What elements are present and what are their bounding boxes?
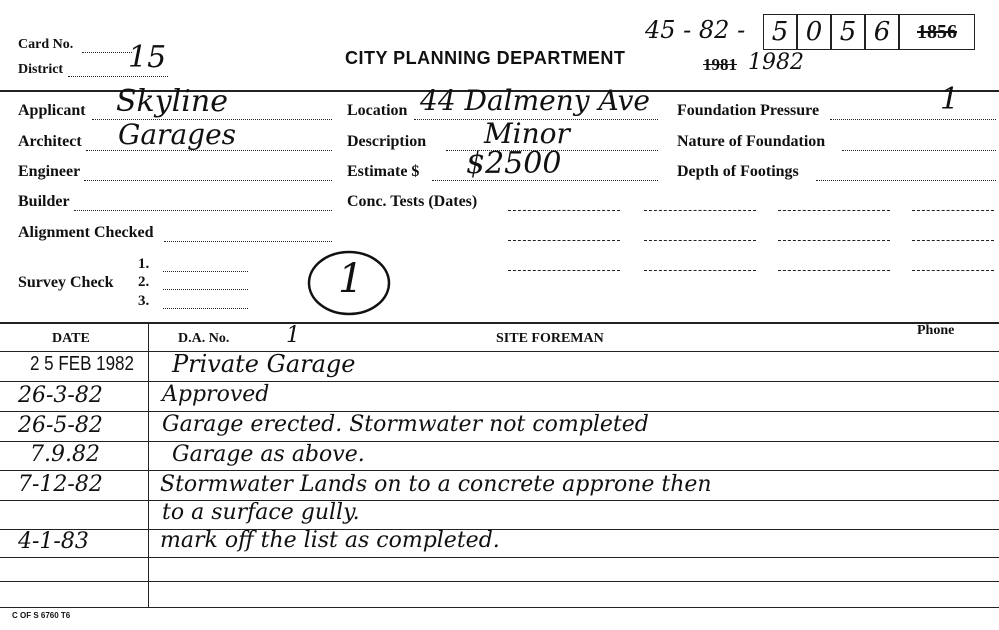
log-row-6-note: to a surface gully. <box>162 500 360 525</box>
log-row-rule-4 <box>0 470 999 471</box>
log-row-2-date: 26-3-82 <box>18 383 103 408</box>
year-value: 1982 <box>748 50 804 75</box>
log-row-rule-7 <box>0 557 999 558</box>
log-row-1-date: 2 5 FEB 1982 <box>30 353 134 375</box>
builder-label: Builder <box>18 193 70 210</box>
survey-line-3 <box>163 308 248 309</box>
alignment-line <box>164 241 332 242</box>
ref-digit-1: 5 <box>763 14 797 50</box>
builder-line <box>74 210 332 211</box>
survey-line-2 <box>163 289 248 290</box>
da-value: 1 <box>286 323 300 348</box>
nature-label: Nature of Foundation <box>677 133 826 150</box>
log-bottom-rule <box>0 607 999 608</box>
log-row-1-note: Private Garage <box>172 350 356 378</box>
log-header-rule <box>0 351 999 352</box>
alignment-label: Alignment Checked <box>18 224 154 241</box>
ref-digit-2: 0 <box>797 14 831 50</box>
foundation-pressure-value: 1 <box>940 82 960 117</box>
conc-line-3d <box>912 270 994 271</box>
survey-line-1 <box>163 271 248 272</box>
district-label: District <box>18 62 64 77</box>
engineer-label: Engineer <box>18 163 81 180</box>
date-header: DATE <box>52 331 90 346</box>
estimate-value: $2500 <box>466 146 562 181</box>
log-row-4-date: 7.9.82 <box>30 442 100 467</box>
conc-line-3a <box>508 270 620 271</box>
engineer-line <box>84 180 332 181</box>
conc-line-1c <box>778 210 890 211</box>
log-row-7-date: 4-1-83 <box>18 529 89 554</box>
year-struck: 1981 <box>703 55 737 74</box>
depth-line <box>816 180 996 181</box>
log-row-3-note: Garage erected. Stormwater not completed <box>162 412 649 437</box>
card-no-label: Card No. <box>18 37 74 52</box>
survey-item-1: 1. <box>138 256 150 272</box>
card-no-value: 15 <box>128 40 167 75</box>
page-title: CITY PLANNING DEPARTMENT <box>345 48 626 68</box>
conc-line-1d <box>912 210 994 211</box>
description-label: Description <box>347 133 427 150</box>
architect-value: Garages <box>118 118 237 151</box>
foundation-pressure-line <box>830 119 996 120</box>
applicant-value: Skyline <box>116 84 228 119</box>
estimate-label: Estimate $ <box>347 163 420 180</box>
applicant-label: Applicant <box>18 102 86 119</box>
survey-item-2: 2. <box>138 274 150 290</box>
conc-line-3c <box>778 270 890 271</box>
log-column-divider <box>148 322 149 608</box>
log-row-3-date: 26-5-82 <box>18 413 103 438</box>
description-value: Minor <box>484 117 570 150</box>
log-row-rule-1 <box>0 381 999 382</box>
circled-value: 1 <box>338 256 364 302</box>
conc-line-2a <box>508 240 620 241</box>
foreman-header: SITE FOREMAN <box>496 331 604 346</box>
conc-tests-label: Conc. Tests (Dates) <box>347 193 478 210</box>
district-line <box>68 76 168 77</box>
log-row-2-note: Approved <box>162 382 270 407</box>
ref-struck: 1856 <box>899 14 975 50</box>
conc-line-2c <box>778 240 890 241</box>
conc-line-1a <box>508 210 620 211</box>
log-row-5-date: 7-12-82 <box>18 472 103 497</box>
log-row-5-note: Stormwater Lands on to a concrete approne then <box>160 472 712 497</box>
location-value: 44 Dalmeny Ave <box>420 84 650 117</box>
depth-label: Depth of Footings <box>677 163 799 180</box>
log-row-4-note: Garage as above. <box>172 442 365 467</box>
phone-header: Phone <box>917 323 955 338</box>
survey-item-3: 3. <box>138 293 150 309</box>
nature-line <box>842 150 996 151</box>
conc-line-3b <box>644 270 756 271</box>
architect-label: Architect <box>18 133 82 150</box>
conc-line-1b <box>644 210 756 211</box>
location-label: Location <box>347 102 408 119</box>
form-code: C OF S 6760 T6 <box>12 611 71 620</box>
log-row-rule-8 <box>0 581 999 582</box>
foundation-pressure-label: Foundation Pressure <box>677 102 820 119</box>
log-row-rule-5 <box>0 500 999 501</box>
log-row-rule-3 <box>0 441 999 442</box>
log-top-rule <box>0 322 999 324</box>
ref-digit-3: 5 <box>831 14 865 50</box>
card-no-line <box>82 52 132 53</box>
survey-label: Survey Check <box>18 274 114 291</box>
conc-line-2d <box>912 240 994 241</box>
ref-prefix: 45 - 82 - <box>645 16 746 44</box>
da-header: D.A. No. <box>178 331 230 346</box>
log-row-7-note: mark off the list as completed. <box>160 528 500 553</box>
conc-line-2b <box>644 240 756 241</box>
ref-digit-4: 6 <box>865 14 899 50</box>
